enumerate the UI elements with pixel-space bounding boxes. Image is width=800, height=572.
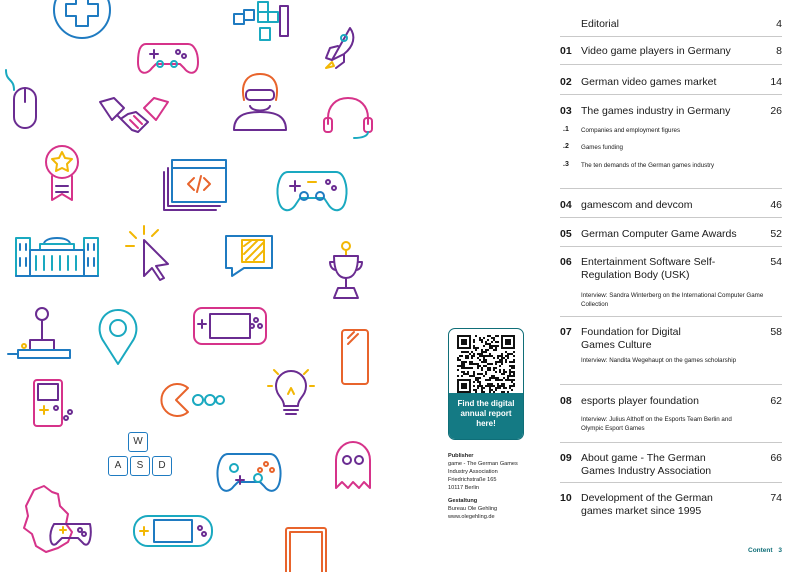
key-s: S	[130, 456, 150, 476]
wasd-keys-icon	[106, 432, 172, 478]
toc-entry-number: 06	[560, 256, 572, 268]
divider	[560, 36, 782, 37]
handshake-icon	[98, 96, 170, 140]
trophy-icon	[328, 240, 364, 304]
headset-icon	[322, 96, 374, 138]
divider	[560, 246, 782, 247]
toc-subentry[interactable]: Companies and employment figures	[581, 127, 681, 134]
toc-page-number: 14	[770, 76, 782, 88]
toc-entry-title: German video games market	[581, 76, 717, 88]
portable-console-icon	[132, 514, 214, 548]
divider	[560, 442, 782, 443]
toc-entry-title: Editorial	[581, 18, 619, 30]
imprint	[448, 452, 548, 521]
toc-entry-title: German Computer Game Awards	[581, 228, 737, 240]
qr-code-card[interactable]	[448, 328, 524, 440]
publisher-line: Industry Association	[448, 469, 498, 475]
computer-mouse-icon	[0, 70, 40, 130]
publisher-heading: Publisher	[448, 453, 474, 459]
gamepad-pink-icon	[136, 40, 198, 76]
toc-entry-number: 05	[560, 228, 572, 240]
qr-call-to-action: Find the digital annual report here!	[449, 393, 523, 439]
design-line: Bureau Ole Gehling	[448, 506, 498, 512]
ghost-icon	[334, 440, 372, 490]
toc-subentry[interactable]: The ten demands of the German games industry	[581, 162, 715, 169]
toc-entry-number: 03	[560, 105, 572, 117]
toc-interview-note[interactable]: Interview: Nandita Wegehaupt on the games scholarship	[581, 357, 737, 364]
toc-page-number: 8	[776, 45, 782, 57]
toc-subentry-number: .3	[563, 161, 569, 168]
toc-entry-title: Video game players in Germany	[581, 45, 731, 57]
pacman-icon	[158, 380, 224, 420]
toc-entry-title: About game - The German Games Industry Association	[581, 452, 712, 477]
smartphone-icon	[340, 328, 370, 386]
germany-map-controller-icon	[14, 484, 94, 564]
key-a: A	[108, 456, 128, 476]
toc-entry-title: Development of the German games market since 1995	[581, 492, 713, 517]
toc-entry-number: 07	[560, 326, 572, 338]
toc-entry-number: 04	[560, 199, 572, 211]
handheld-console-icon	[192, 306, 268, 346]
rocket-icon	[320, 24, 360, 74]
toc-page-number: 26	[770, 105, 782, 117]
divider	[560, 188, 782, 189]
toc-entry-number: 09	[560, 452, 572, 464]
playstation-controller-icon	[276, 166, 348, 216]
qr-code[interactable]	[457, 335, 515, 393]
toc-entry-number: 10	[560, 492, 572, 504]
gameboy-icon	[32, 378, 74, 434]
toc-entry-title: Foundation for Digital Games Culture	[581, 326, 681, 351]
toc-page-number: 54	[770, 256, 782, 268]
publisher-line: game - The German Games	[448, 461, 518, 467]
toc-page-number: 4	[776, 18, 782, 30]
design-line: www.olegehling.de	[448, 514, 495, 520]
publisher-line: 10117 Berlin	[448, 485, 479, 491]
toc-page-number: 58	[770, 326, 782, 338]
toc-entry-title: gamescom and devcom	[581, 199, 693, 211]
code-window-icon	[162, 158, 228, 212]
divider	[560, 316, 782, 317]
lightbulb-icon	[266, 366, 316, 422]
toc-entry-title: The games industry in Germany	[581, 105, 731, 117]
vr-player-icon	[232, 70, 288, 132]
footer-section-label: Content	[748, 547, 773, 554]
toc-page-number: 66	[770, 452, 782, 464]
divider	[560, 482, 782, 483]
award-medal-icon	[42, 144, 82, 202]
toc-subentry-number: .1	[563, 126, 569, 133]
toc-page-number: 74	[770, 492, 782, 504]
toc-page-number: 46	[770, 199, 782, 211]
key-d: D	[152, 456, 172, 476]
toc-interview-note[interactable]: Interview: Julius Althoff on the Esports Team Berlin and Olympic Esport Games	[581, 416, 732, 432]
arcade-joystick-icon	[8, 306, 72, 362]
toc-subentry[interactable]: Games funding	[581, 144, 623, 151]
publisher-line: Friedrichstraße 165	[448, 477, 497, 483]
toc-subentry-number: .2	[563, 143, 569, 150]
toc-entry-number: 08	[560, 395, 572, 407]
toc-interview-note[interactable]: Interview: Sandra Winterberg on the International Computer Game Collection	[581, 292, 764, 308]
key-w: W	[128, 432, 148, 452]
speech-bubble-icon	[224, 232, 274, 278]
xbox-controller-icon	[216, 450, 282, 494]
toc-entry-number: 02	[560, 76, 572, 88]
toc-page-number: 62	[770, 395, 782, 407]
dpad-controller-icon	[52, 0, 112, 42]
divider	[560, 94, 782, 95]
map-pin-icon	[96, 308, 140, 366]
reichstag-building-icon	[14, 230, 100, 278]
toc-page-number: 52	[770, 228, 782, 240]
tetris-blocks-icon	[232, 0, 292, 45]
page-footer	[748, 547, 782, 554]
design-heading: Gestaltung	[448, 498, 478, 504]
toc-entry-title: esports player foundation	[581, 395, 699, 407]
cursor-click-icon	[126, 226, 172, 282]
toc-entry-title: Entertainment Software Self-Regulation Body (USK)	[581, 256, 716, 281]
divider	[560, 384, 782, 385]
footer-page-number: 3	[778, 547, 782, 554]
tablet-icon	[284, 526, 328, 572]
divider	[560, 64, 782, 65]
divider	[560, 217, 782, 218]
toc-entry-number: 01	[560, 45, 572, 57]
